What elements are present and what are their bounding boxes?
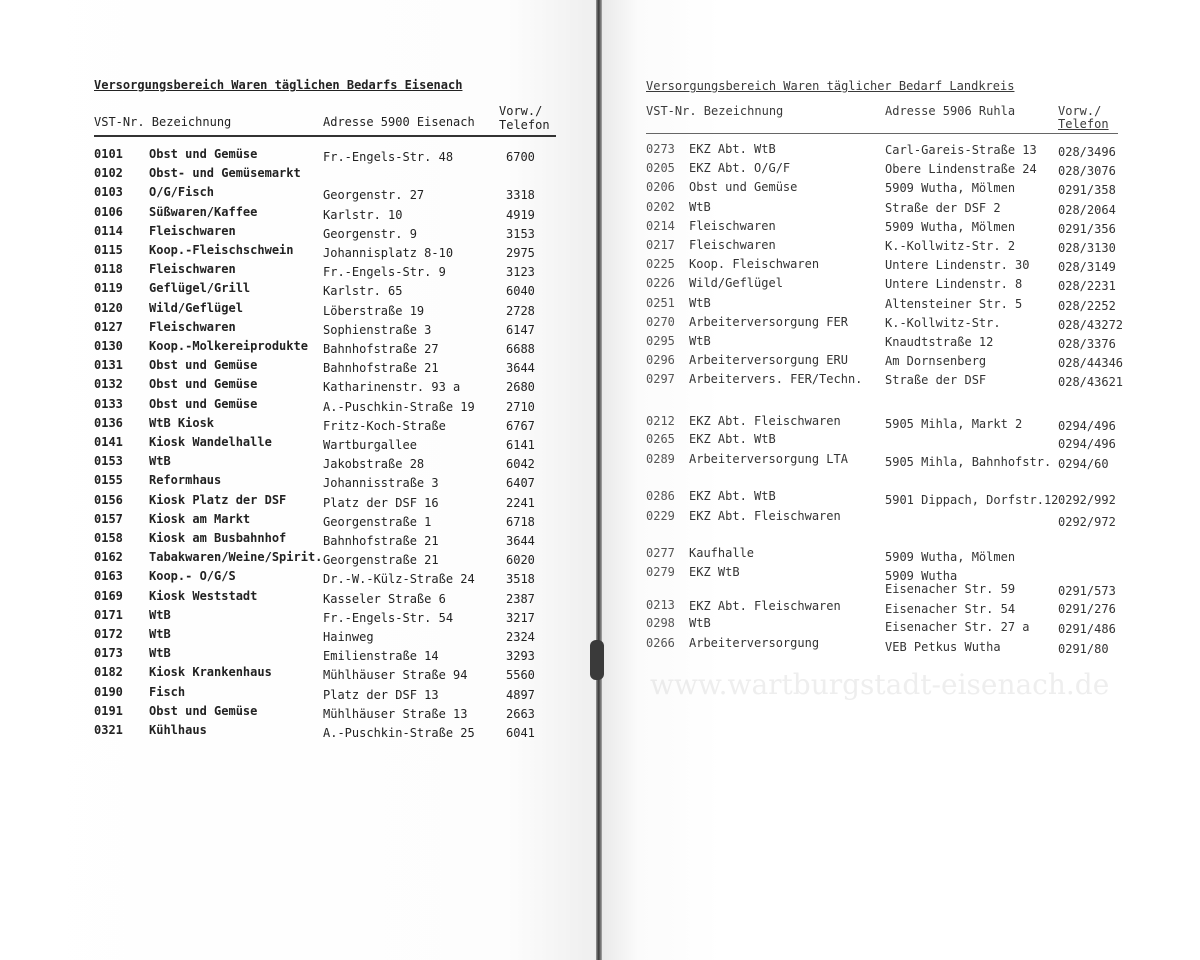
row-bezeichnung: Kaufhalle <box>689 546 755 560</box>
table-row <box>0 238 1116 256</box>
row-bezeichnung: WtB <box>149 627 171 641</box>
table-row <box>0 665 598 684</box>
row-telefon: 028/3496 <box>1058 145 1116 159</box>
row-bezeichnung: Obst und Gemüse <box>149 358 258 373</box>
row-nr: 0226 <box>646 276 675 291</box>
row-adresse-line2: Eisenacher Str. 59 <box>885 582 1016 596</box>
left-header-nr-bezeichnung: VST-Nr. Bezeichnung <box>94 115 232 129</box>
row-telefon: 0292/972 <box>1058 515 1116 529</box>
row-bezeichnung: WtB <box>149 646 171 661</box>
row-bezeichnung: Fisch <box>149 684 186 699</box>
row-nr: 0213 <box>646 598 675 612</box>
row-adresse: Straße der DSF <box>885 373 987 388</box>
row-bezeichnung: Obst- und Gemüsemarkt <box>149 166 301 181</box>
table-row <box>0 257 1116 275</box>
row-nr: 0205 <box>646 161 675 176</box>
row-nr: 0171 <box>94 607 123 622</box>
row-telefon: 4919 <box>506 207 535 222</box>
row-bezeichnung: Obst und Gemüse <box>689 180 798 195</box>
row-nr: 0158 <box>94 531 123 545</box>
row-nr: 0136 <box>94 415 123 430</box>
row-nr: 0229 <box>646 509 675 523</box>
row-bezeichnung: EKZ Abt. O/G/F <box>689 161 791 176</box>
row-telefon: 6407 <box>506 476 535 491</box>
row-nr: 0173 <box>94 646 123 661</box>
row-nr: 0130 <box>94 339 123 353</box>
row-bezeichnung: Arbeiterversorgung ERU <box>689 353 848 368</box>
row-bezeichnung: Arbeiterversorgung LTA <box>689 452 848 466</box>
row-nr: 0217 <box>646 238 675 252</box>
row-telefon: 0294/496 <box>1058 419 1116 433</box>
row-adresse: Johannisstraße 3 <box>323 476 439 491</box>
table-row <box>0 314 1124 333</box>
table-row <box>0 414 1116 433</box>
table-row <box>0 598 1116 616</box>
table-row <box>0 685 598 704</box>
row-bezeichnung: Koop.-Fleischschwein <box>149 243 294 257</box>
row-adresse: Karlstr. 10 <box>323 207 403 222</box>
right-header-telefon: Telefon <box>1058 117 1109 131</box>
row-bezeichnung: WtB <box>689 199 711 214</box>
left-page-title: Versorgungsbereich Waren täglichen Bedarfs Eisenach <box>94 78 463 92</box>
row-nr: 0131 <box>94 358 123 373</box>
row-bezeichnung: Arbeiterversorgung FER <box>689 314 848 329</box>
row-nr: 0265 <box>646 432 675 446</box>
row-bezeichnung: Arbeitervers. FER/Techn. <box>689 372 863 387</box>
row-telefon: 6147 <box>506 322 535 337</box>
row-adresse: Georgenstraße 1 <box>323 514 432 529</box>
row-adresse: Johannisplatz 8-10 <box>323 246 454 260</box>
left-header-telefon: Telefon <box>499 118 550 132</box>
row-adresse: 5905 Mihla, Markt 2 <box>885 417 1023 431</box>
row-adresse: Sophienstraße 3 <box>323 322 432 337</box>
row-telefon: 0291/80 <box>1058 642 1109 656</box>
row-nr: 0127 <box>94 319 123 334</box>
row-nr: 0182 <box>94 665 123 680</box>
row-nr: 0141 <box>94 435 123 449</box>
table-row <box>0 276 1116 294</box>
left-header-rule <box>94 135 556 137</box>
row-adresse: 5909 Wutha, Mölmen <box>885 550 1016 564</box>
row-bezeichnung: Fleischwaren <box>149 223 236 238</box>
row-telefon: 3153 <box>506 226 535 241</box>
table-row <box>0 353 1124 371</box>
row-bezeichnung: Koop. Fleischwaren <box>689 257 820 272</box>
row-bezeichnung: EKZ Abt. Fleischwaren <box>689 509 841 523</box>
row-nr: 0286 <box>646 489 675 503</box>
row-telefon: 2728 <box>506 303 535 318</box>
row-nr: 0114 <box>94 223 123 238</box>
row-nr: 0106 <box>94 204 123 219</box>
row-bezeichnung: Kiosk Wandelhalle <box>149 435 272 449</box>
row-bezeichnung: Fleischwaren <box>689 218 776 233</box>
right-header-vorw: Vorw./ <box>1058 104 1102 118</box>
row-bezeichnung: Obst und Gemüse <box>149 377 258 392</box>
row-bezeichnung: Obst und Gemüse <box>149 396 258 411</box>
row-adresse: Georgenstr. 9 <box>323 226 417 241</box>
row-bezeichnung: Kiosk am Busbahnhof <box>149 531 287 545</box>
row-nr: 0157 <box>94 511 123 526</box>
row-adresse: Löberstraße 19 <box>323 303 425 318</box>
row-nr: 0289 <box>646 452 675 466</box>
left-header-adresse: Adresse 5900 Eisenach <box>323 115 475 129</box>
row-bezeichnung: Kiosk Platz der DSF <box>149 492 287 507</box>
table-row <box>0 372 1124 390</box>
row-nr: 0163 <box>94 569 123 584</box>
row-telefon: 6767 <box>506 418 535 433</box>
row-adresse: Kasseler Straße 6 <box>323 591 446 606</box>
row-nr: 0118 <box>94 262 123 277</box>
row-adresse: Hainweg <box>323 630 374 644</box>
row-bezeichnung: Obst und Gemüse <box>149 147 258 161</box>
row-nr: 0190 <box>94 684 123 699</box>
row-adresse: Katharinenstr. 93 a <box>323 380 461 395</box>
row-adresse: Eisenacher Str. 27 a <box>885 620 1030 634</box>
row-bezeichnung: Fleischwaren <box>689 238 776 252</box>
row-bezeichnung: Wild/Geflügel <box>149 300 243 315</box>
row-bezeichnung: Koop.- O/G/S <box>149 569 236 584</box>
row-telefon: 6042 <box>506 457 535 472</box>
row-bezeichnung: Koop.-Molkereiprodukte <box>149 339 308 353</box>
row-adresse: 5909 Wutha, Mölmen <box>885 181 1016 196</box>
row-telefon: 2663 <box>506 706 535 721</box>
table-row <box>0 452 1109 471</box>
row-nr: 0273 <box>646 142 675 156</box>
row-telefon: 028/3376 <box>1058 337 1116 351</box>
row-nr: 0162 <box>94 550 123 565</box>
row-nr: 0119 <box>94 281 123 296</box>
row-nr: 0321 <box>94 723 123 737</box>
table-row <box>0 199 1116 218</box>
table-row <box>0 723 598 742</box>
right-header-rule <box>646 133 1118 134</box>
row-adresse: Carl-Gareis-Straße 13 <box>885 143 1037 157</box>
row-telefon: 6040 <box>506 284 535 299</box>
row-nr: 0206 <box>646 180 675 195</box>
row-telefon: 6041 <box>506 726 535 740</box>
row-adresse: A.-Puschkin-Straße 19 <box>323 399 475 414</box>
table-row <box>0 397 598 416</box>
row-nr: 0101 <box>94 147 123 161</box>
row-telefon: 2324 <box>506 630 535 644</box>
row-bezeichnung: Arbeiterversorgung <box>689 636 820 650</box>
row-bezeichnung: Kiosk am Markt <box>149 511 251 526</box>
row-nr: 0225 <box>646 257 675 272</box>
row-telefon: 2241 <box>506 495 535 510</box>
row-nr: 0214 <box>646 218 675 233</box>
row-bezeichnung: EKZ Abt. Fleischwaren <box>689 599 841 613</box>
row-telefon: 3217 <box>506 610 535 625</box>
row-adresse: Mühlhäuser Straße 94 <box>323 668 468 683</box>
row-telefon: 0291/356 <box>1058 221 1116 236</box>
row-telefon: 0291/276 <box>1058 602 1116 616</box>
row-bezeichnung: Kiosk Weststadt <box>149 588 258 603</box>
row-adresse: Am Dornsenberg <box>885 354 987 369</box>
row-adresse: Bahnhofstraße 21 <box>323 534 439 548</box>
row-nr: 0156 <box>94 492 123 507</box>
row-telefon: 028/3076 <box>1058 164 1116 179</box>
row-nr: 0296 <box>646 353 675 368</box>
row-adresse: Platz der DSF 16 <box>323 495 439 510</box>
row-nr: 0132 <box>94 377 123 392</box>
row-bezeichnung: Fleischwaren <box>149 319 236 334</box>
row-adresse: Fr.-Engels-Str. 54 <box>323 610 454 625</box>
row-bezeichnung: EKZ Abt. WtB <box>689 489 776 503</box>
row-telefon: 2680 <box>506 380 535 395</box>
row-nr: 0103 <box>94 185 123 200</box>
row-telefon: 6700 <box>506 150 535 164</box>
row-adresse: 5905 Mihla, Bahnhofstr. <box>885 455 1052 469</box>
row-bezeichnung: EKZ Abt. WtB <box>689 142 776 156</box>
row-adresse: A.-Puschkin-Straße 25 <box>323 726 475 740</box>
row-adresse: Fr.-Engels-Str. 48 <box>323 150 454 164</box>
row-telefon: 0291/573 <box>1058 584 1116 598</box>
row-telefon: 028/43621 <box>1058 375 1124 390</box>
table-row <box>0 180 1116 198</box>
row-telefon: 028/43272 <box>1058 317 1124 332</box>
row-adresse: Bahnhofstraße 27 <box>323 342 439 356</box>
row-bezeichnung: WtB <box>689 334 711 348</box>
row-bezeichnung: EKZ Abt. Fleischwaren <box>689 414 841 428</box>
table-row <box>0 489 1116 507</box>
row-bezeichnung: Kiosk Krankenhaus <box>149 665 272 680</box>
row-telefon: 028/2064 <box>1058 202 1116 217</box>
row-adresse: VEB Petkus Wutha <box>885 640 1001 654</box>
table-row <box>0 616 1116 636</box>
row-bezeichnung: Geflügel/Grill <box>149 281 251 296</box>
watermark: www.wartburgstadt-eisenach.de <box>650 668 1110 701</box>
row-telefon: 4897 <box>506 687 535 702</box>
row-adresse: K.-Kollwitz-Str. <box>885 315 1001 330</box>
row-telefon: 5560 <box>506 668 535 683</box>
row-adresse: Eisenacher Str. 54 <box>885 602 1016 616</box>
row-adresse: 5901 Dippach, Dorfstr.12 <box>885 493 1059 507</box>
row-adresse: Altensteiner Str. 5 <box>885 296 1023 311</box>
row-bezeichnung: WtB <box>689 295 711 310</box>
row-nr: 0266 <box>646 636 675 650</box>
row-adresse: 5909 Wutha <box>885 569 958 583</box>
row-bezeichnung: WtB <box>689 616 711 630</box>
row-nr: 0212 <box>646 414 675 428</box>
row-nr: 0172 <box>94 627 123 641</box>
row-nr: 0251 <box>646 295 675 310</box>
row-telefon: 3318 <box>506 188 535 203</box>
row-telefon: 2710 <box>506 399 535 414</box>
row-nr: 0102 <box>94 166 123 181</box>
row-adresse: Straße der DSF 2 <box>885 200 1001 215</box>
row-telefon: 6718 <box>506 514 535 529</box>
row-bezeichnung: WtB Kiosk <box>149 415 215 430</box>
row-nr: 0298 <box>646 616 675 630</box>
row-telefon: 028/3149 <box>1058 260 1116 275</box>
row-adresse: Obere Lindenstraße 24 <box>885 162 1037 177</box>
row-telefon: 028/2231 <box>1058 279 1116 294</box>
row-nr: 0155 <box>94 473 123 488</box>
row-adresse: Fritz-Koch-Straße <box>323 418 446 433</box>
table-row <box>0 218 1116 237</box>
row-adresse: 5909 Wutha, Mölmen <box>885 219 1016 234</box>
row-nr: 0120 <box>94 300 123 315</box>
row-nr: 0270 <box>646 314 675 329</box>
left-header-vorw: Vorw./ <box>499 104 543 118</box>
row-nr: 0133 <box>94 396 123 411</box>
row-nr: 0115 <box>94 243 123 257</box>
row-bezeichnung: Wild/Geflügel <box>689 276 783 291</box>
row-adresse: Untere Lindenstr. 8 <box>885 277 1023 292</box>
row-telefon: 0294/60 <box>1058 457 1109 471</box>
row-telefon: 6141 <box>506 438 535 452</box>
row-adresse: K.-Kollwitz-Str. 2 <box>885 239 1016 253</box>
row-adresse: Dr.-W.-Külz-Straße 24 <box>323 572 475 587</box>
row-adresse: Platz der DSF 13 <box>323 687 439 702</box>
row-nr: 0202 <box>646 199 675 214</box>
row-telefon: 3644 <box>506 534 535 548</box>
row-nr: 0295 <box>646 334 675 348</box>
row-adresse: Karlstr. 65 <box>323 284 403 299</box>
row-telefon: 3518 <box>506 572 535 587</box>
table-row <box>0 636 1109 656</box>
row-bezeichnung: WtB <box>149 607 171 622</box>
row-telefon: 3644 <box>506 361 535 376</box>
table-row <box>0 161 1116 179</box>
row-adresse: Wartburgallee <box>323 438 417 452</box>
row-telefon: 2387 <box>506 591 535 606</box>
row-telefon: 028/44346 <box>1058 356 1124 371</box>
row-adresse: Untere Lindenstr. 30 <box>885 258 1030 273</box>
row-bezeichnung: EKZ WtB <box>689 565 740 579</box>
row-telefon: 0291/358 <box>1058 183 1116 198</box>
row-adresse: Fr.-Engels-Str. 9 <box>323 265 446 280</box>
row-nr: 0153 <box>94 454 123 469</box>
row-bezeichnung: Kühlhaus <box>149 723 207 737</box>
right-page-title: Versorgungsbereich Waren täglicher Bedarf Landkreis <box>646 79 1015 93</box>
row-adresse: Mühlhäuser Straße 13 <box>323 706 468 721</box>
row-nr: 0277 <box>646 546 675 560</box>
table-row <box>0 142 1116 160</box>
row-telefon: 028/3130 <box>1058 241 1116 255</box>
row-telefon: 3123 <box>506 265 535 280</box>
right-header-adresse: Adresse 5906 Ruhla <box>885 104 1016 118</box>
row-bezeichnung: Obst und Gemüse <box>149 703 258 718</box>
row-nr: 0297 <box>646 372 675 387</box>
table-row <box>0 432 1116 451</box>
row-telefon: 6020 <box>506 553 535 568</box>
row-telefon: 6688 <box>506 342 535 356</box>
table-row <box>0 546 1016 564</box>
row-bezeichnung: WtB <box>149 454 171 469</box>
row-adresse: Georgenstraße 21 <box>323 553 439 568</box>
row-telefon: 0294/496 <box>1058 437 1116 451</box>
row-telefon: 0291/486 <box>1058 622 1116 636</box>
row-bezeichnung: EKZ Abt. WtB <box>689 432 776 446</box>
table-row <box>0 704 598 723</box>
row-telefon: 028/2252 <box>1058 298 1116 313</box>
row-telefon: 0292/992 <box>1058 493 1116 507</box>
row-adresse: Jakobstraße 28 <box>323 457 425 472</box>
row-telefon: 3293 <box>506 649 535 664</box>
row-telefon: 2975 <box>506 246 535 260</box>
row-nr: 0279 <box>646 565 675 579</box>
table-row <box>0 295 1116 314</box>
row-adresse: Georgenstr. 27 <box>323 188 425 203</box>
row-adresse: Knaudtstraße 12 <box>885 335 994 349</box>
right-header-nr-bezeichnung: VST-Nr. Bezeichnung <box>646 104 784 118</box>
row-bezeichnung: Reformhaus <box>149 473 222 488</box>
row-nr: 0191 <box>94 703 123 718</box>
table-row <box>0 334 1116 352</box>
row-adresse: Bahnhofstraße 21 <box>323 361 439 376</box>
row-bezeichnung: Tabakwaren/Weine/Spirit. <box>149 550 323 565</box>
table-row <box>0 509 1116 529</box>
row-nr: 0169 <box>94 588 123 603</box>
row-bezeichnung: Fleischwaren <box>149 262 236 277</box>
row-bezeichnung: Süßwaren/Kaffee <box>149 204 258 219</box>
row-bezeichnung: O/G/Fisch <box>149 185 215 200</box>
row-adresse: Emilienstraße 14 <box>323 649 439 664</box>
